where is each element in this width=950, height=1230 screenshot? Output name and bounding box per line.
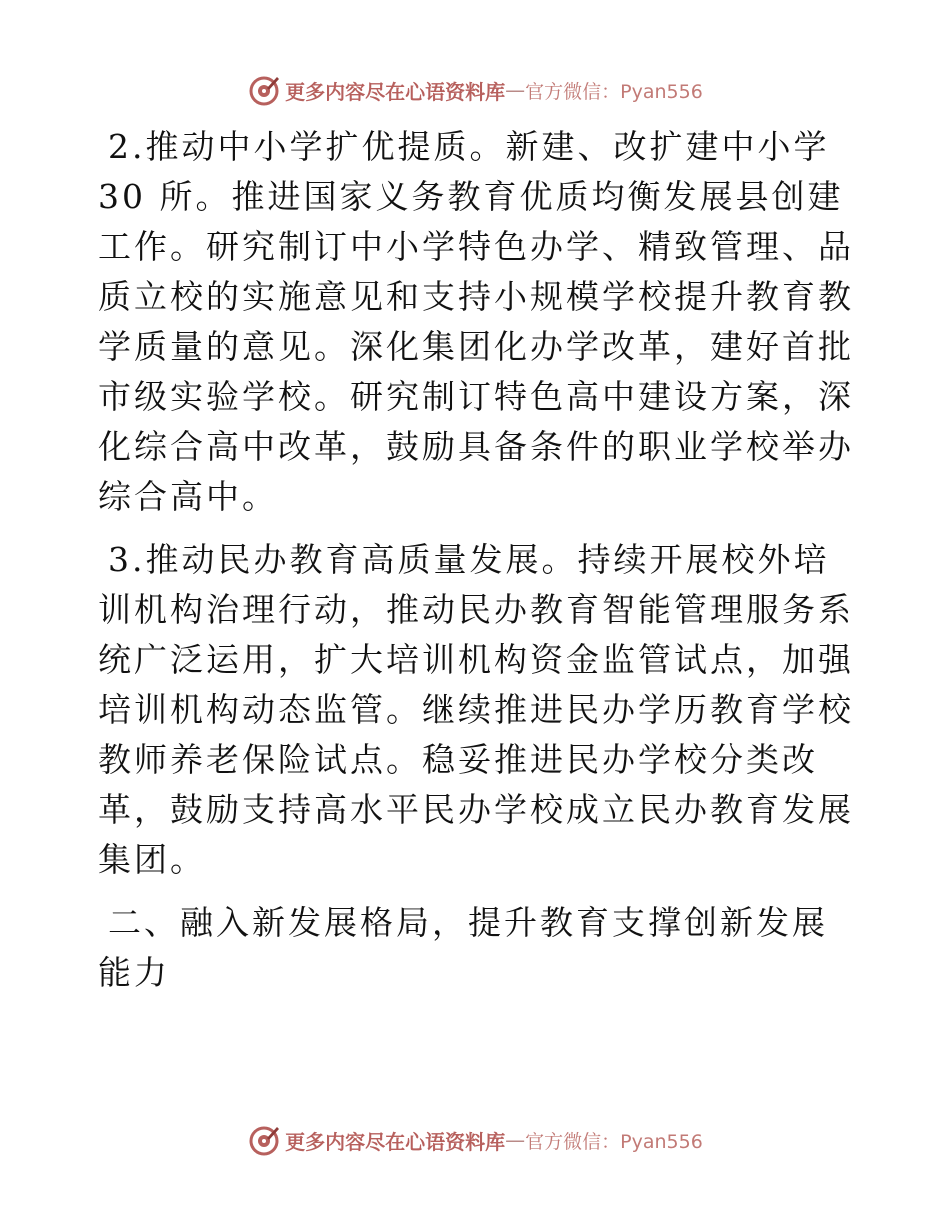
paragraph-primary-schools: [98, 122, 858, 522]
footer-watermark: [0, 1120, 950, 1160]
watermark-wechat-text: 官方微信：Pyan556: [525, 80, 703, 103]
heading-text: 二、融入新发展格局，提升教育支撑创新发展能力: [98, 903, 828, 992]
pen-nib-logo-icon: [247, 73, 281, 107]
paragraph-text: 3.推动民办教育高质量发展。持续开展校外培训机构治理行动，推动民办教育智能管理服务系统广泛运用，扩大培训机构资金监管试点，加强培训机构动态监管。继续推进民办学历教育学校教师养老保险试点。稳妥推进民办学校分类改革，鼓励支持高水平民办学校成立民办教育发展集团。: [98, 540, 854, 879]
watermark-wechat-text: 官方微信：Pyan556: [525, 1130, 703, 1153]
paragraph-text: 2.推动中小学扩优提质。新建、改扩建中小学 30 所。推进国家义务教育优质均衡发展县创建工作。研究制订中小学特色办学、精致管理、品质立校的实施意见和支持小规模学校提升教育教学质量的意见。深化集团化办学改革，建好首批市级实验学校。研究制订特色高中建设方案，深化综合高中改革，鼓励具备条件的职业学校举办综合高中。: [98, 127, 854, 516]
watermark-main-text: 更多内容尽在心语资料库: [285, 79, 506, 104]
watermark-main-text: 更多内容尽在心语资料库: [285, 1129, 506, 1154]
document-body: [98, 122, 858, 1011]
paragraph-private-education: [98, 535, 858, 885]
watermark-separator: —: [505, 1128, 526, 1152]
pen-nib-logo-icon: [247, 1123, 281, 1157]
header-watermark: [0, 70, 950, 110]
watermark-separator: —: [505, 78, 526, 102]
section-heading-2: [98, 898, 858, 998]
